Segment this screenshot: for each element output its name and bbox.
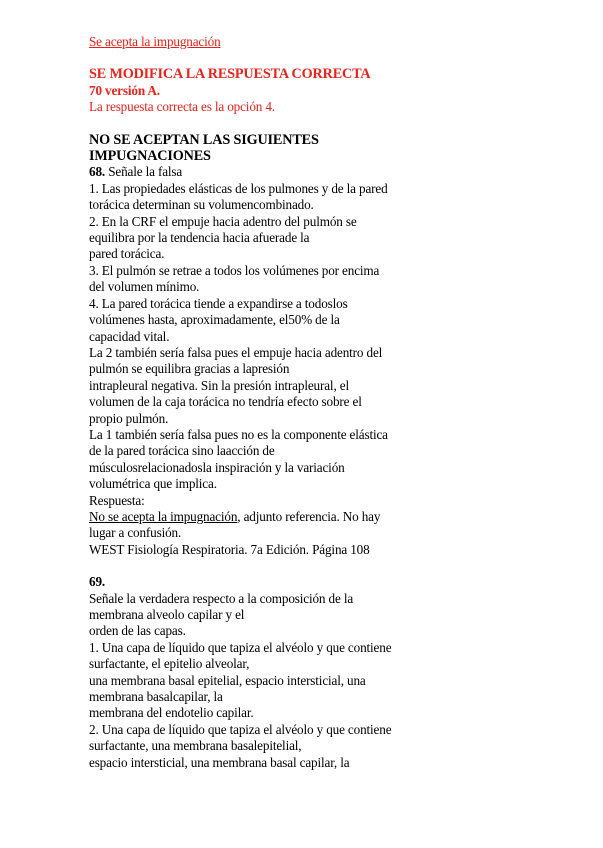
q69-line: Señale la verdadera respecto a la composición de la [89,590,354,606]
rejected-heading-line1: NO SE ACEPTAN LAS SIGUIENTES [89,131,319,148]
spacer [89,116,469,132]
spacer [89,50,469,66]
q69-line: membrana del endotelio capilar. [89,705,254,721]
q68-line: La 2 también sería falsa pues el empuje hacia adentro del [89,344,383,360]
q69-line: una membrana basal epitelial, espacio intersticial, una [89,672,366,688]
q69-line: 1. Una capa de líquido que tapiza el alvéolo y que contiene [89,639,392,655]
q69-line: orden de las capas. [89,623,186,639]
q68-response-line2: lugar a confusión. [89,525,182,541]
accepted-notice-link[interactable]: Se acepta la impugnación [89,34,221,49]
q68-line: volúmenes hasta, aproximadamente, el50% de la [89,312,340,328]
q68-line: capacidad vital. [89,328,170,344]
spacer [89,558,469,574]
q68-line: de la pared torácica sino laacción de [89,443,275,459]
q69-line: surfactante, el epitelio alveolar, [89,656,250,672]
q68-number: 68. [89,164,106,180]
q69-line: membrana alveolo capilar y el [89,607,245,622]
q68-line: pared torácica. [89,246,165,262]
version-label: 70 versión A. [89,82,160,98]
q68-response-line [89,509,469,525]
q68-line: 1. Las propiedades elásticas de los pulmones y de la pared [89,180,388,196]
q68-line: del volumen mínimo. [89,279,200,295]
q69-number: 69. [89,574,106,590]
q69-line: espacio intersticial, una membrana basal capilar, la [89,754,350,770]
q69-line: surfactante, una membrana basalepitelial, [89,738,302,754]
q68-line: equilibra por la tendencia hacia afuerade la [89,230,310,246]
modified-answer-heading: SE MODIFICA LA RESPUESTA CORRECTA [89,66,371,83]
rejected-heading-line2: IMPUGNACIONES [89,148,211,165]
q68-line: volumen de la caja torácica no tendría efecto sobre el [89,394,362,410]
response-rest: , adjunto referencia. No hay [237,508,381,524]
q68-line: 3. El pulmón se retrae a todos los volúmenes por encima [89,262,380,278]
q68-line: intrapleural negativa. Sin la presión intrapleural, el [89,377,349,393]
q68-line: 2. En la CRF el empuje hacia adentro del pulmón se [89,213,357,229]
q68-prompt-text: Señale la falsa [105,164,183,180]
q68-line: torácica determinan su volumencombinado. [89,197,314,213]
correct-answer-text: La respuesta correcta es la opción 4. [89,99,275,115]
q68-line: 4. La pared torácica tiende a expandirse a todoslos [89,295,348,311]
q68-line: propio pulmón. [89,410,169,426]
q69-line: 2. Una capa de líquido que tapiza el alvéolo y que contiene [89,721,392,737]
q69-line: membrana basalcapilar, la [89,689,223,705]
q68-reference: WEST Fisiología Respiratoria. 7a Edición. Página 108 [89,541,370,557]
q68-line: La 1 también sería falsa pues no es la componente elástica [89,426,388,442]
q68-prompt [89,164,469,180]
q68-line: pulmón se equilibra gracias a lapresión [89,361,290,377]
q68-line: músculosrelacionadosla inspiración y la variación [89,459,345,475]
document-page [89,34,469,771]
rejection-notice: No se acepta la impugnación [89,508,238,524]
q68-line: Respuesta: [89,492,145,508]
q68-line: volumétrica que implica. [89,476,217,492]
